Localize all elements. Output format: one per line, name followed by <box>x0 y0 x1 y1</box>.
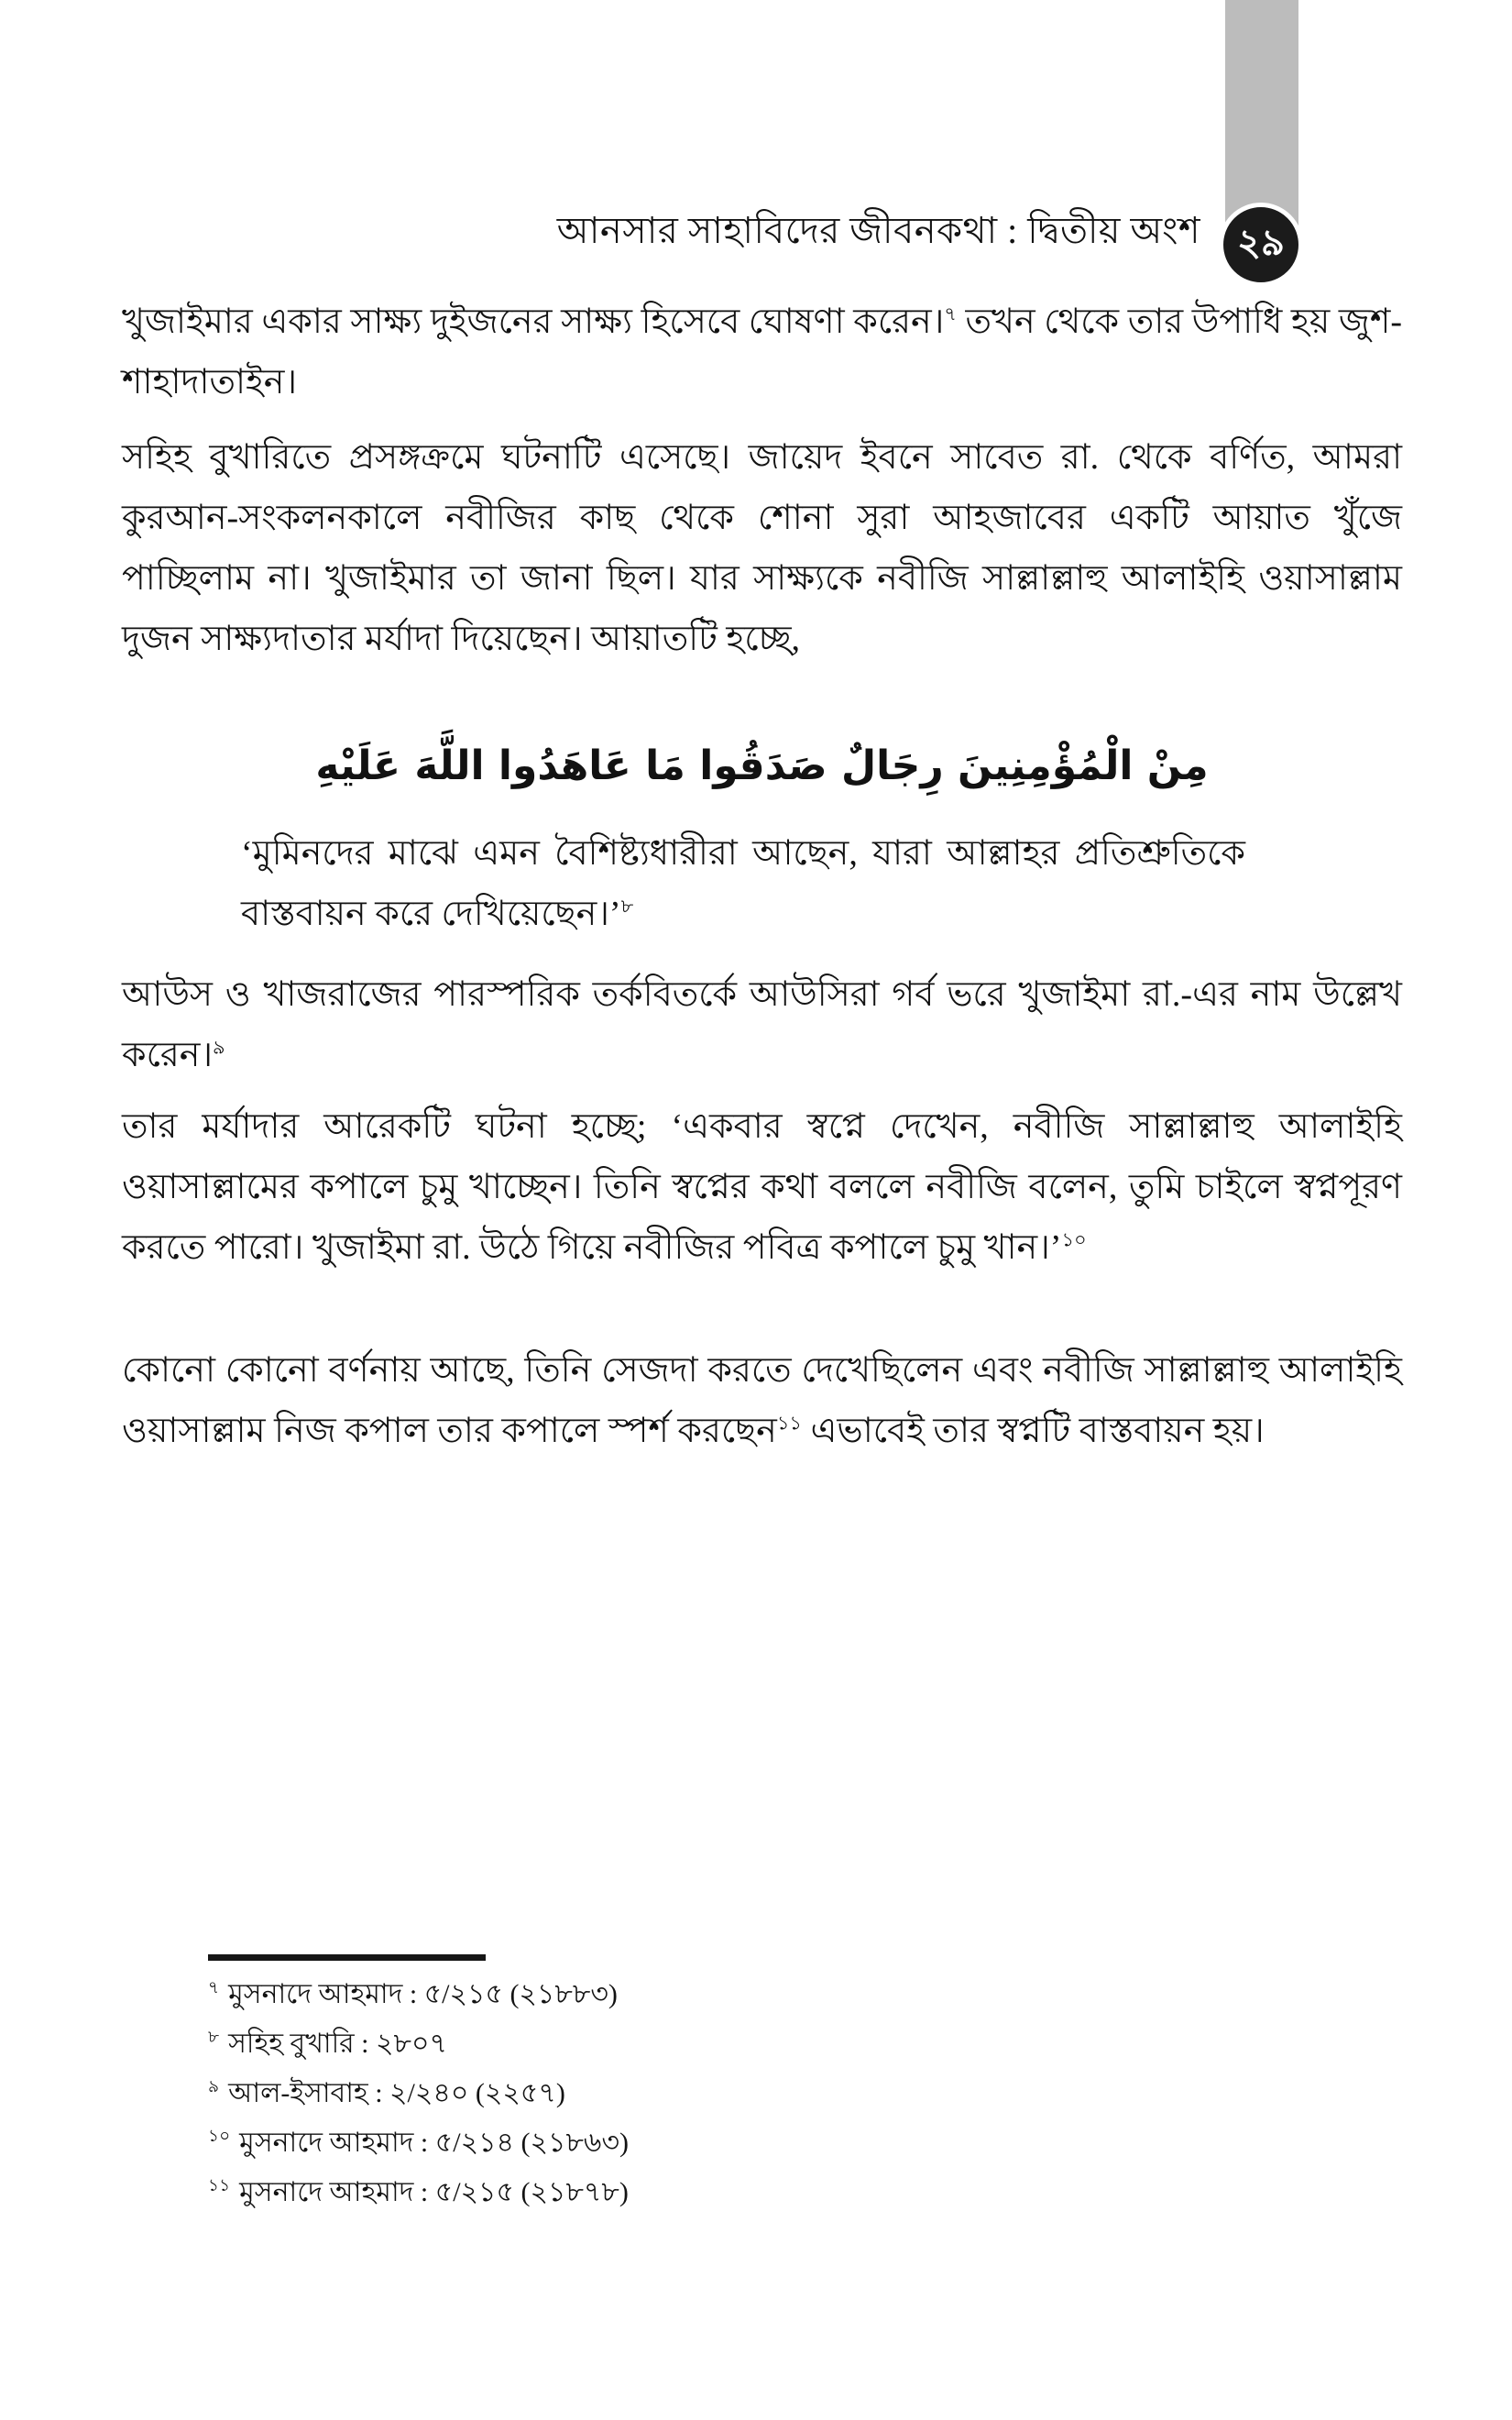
footnote-area <box>208 1954 1399 2217</box>
page-number: ২৯ <box>1237 222 1285 263</box>
footnote-item <box>208 2069 1399 2118</box>
footnote-text: মুসনাদে আহমাদ : ৫/২১৪ (২১৮৬৩) <box>239 2128 629 2158</box>
footnote-marker: ৮ <box>208 2028 220 2047</box>
footnote-reference: ১১ <box>776 1412 802 1435</box>
paragraph-text: সহিহ বুখারিতে প্রসঙ্গক্রমে ঘটনাটি এসেছে। জায়েদ ইবনে সাবেত রা. থেকে বর্ণিত, আমরা কুরআন-সংকলনকালে নবীজির কাছ থেকে শোনা সুরা আহজাবের একটি আয়াত খুঁজে পাচ্ছিলাম না। খুজাইমার তা জানা ছিল। যার সাক্ষ্যকে নবীজি সাল্লাল্লাহু আলাইহি ওয়াসাল্লাম দুজন সাক্ষ্যদাতার মর্যাদা দিয়েছেন। আয়াতটি হচ্ছে, <box>122 438 1402 658</box>
footnote-text: সহিহ বুখারি : ২৮০৭ <box>228 2029 448 2059</box>
quote-paragraph <box>241 823 1245 944</box>
footnote-item <box>208 1970 1399 2019</box>
page-number-badge <box>1219 203 1303 287</box>
footnote-text: মুসনাদে আহমাদ : ৫/২১৫ (২১৮৮৩) <box>228 1979 618 2009</box>
footnote-reference: ৭ <box>944 302 957 325</box>
body-paragraph <box>122 1340 1402 1461</box>
footnote-text: মুসনাদে আহমাদ : ৫/২১৫ (২১৮৭৮) <box>239 2177 629 2207</box>
footnote-item <box>208 2168 1399 2217</box>
footnote-item <box>208 2118 1399 2168</box>
paragraph-text: এভাবেই তার স্বপ্নটি বাস্তবায়ন হয়। <box>802 1412 1265 1450</box>
paragraph-text: مِنْ الْمُؤْمِنِينَ رِجَالٌ صَدَقُوا مَا عَاهَدُوا اللَّهَ عَلَيْهِ <box>315 742 1209 789</box>
footnote-text: আল-ইসাবাহ : ২/২৪০ (২২৫৭) <box>228 2078 565 2108</box>
footnote-marker: ৯ <box>208 2077 220 2096</box>
footnote-item <box>208 2019 1399 2069</box>
arabic-verse <box>122 729 1402 804</box>
footnote-marker: ৭ <box>208 1978 220 1997</box>
paragraph-text: খুজাইমার একার সাক্ষ্য দুইজনের সাক্ষ্য হিসেবে ঘোষণা করেন। <box>122 302 945 341</box>
footnote-list <box>208 1970 1399 2217</box>
body-paragraph <box>122 1096 1402 1278</box>
paragraph-text: তার মর্যাদার আরেকটি ঘটনা হচ্ছে; ‘একবার স্বপ্নে দেখেন, নবীজি সাল্লাল্লাহু আলাইহি ওয়াসাল্লামের কপালে চুমু খাচ্ছেন। তিনি স্বপ্নের কথা বললে নবীজি বলেন, তুমি চাইলে স্বপ্নপূরণ করতে পারো। খুজাইমা রা. উঠে গিয়ে নবীজির পবিত্র কপালে চুমু খান।’ <box>122 1107 1402 1267</box>
footnote-reference: ১০ <box>1061 1228 1087 1251</box>
body-paragraph <box>122 964 1402 1085</box>
footnote-reference: ৯ <box>213 1036 225 1059</box>
body-paragraph <box>122 427 1402 669</box>
paragraph-text: তখন থেকে তার উপাধি হয় জুশ-শাহাদাতাইন। <box>122 302 1402 402</box>
running-head-title: আনসার সাহাবিদের জীবনকথা : দ্বিতীয় অংশ <box>556 210 1200 251</box>
paragraph-text: ‘মুমিনদের মাঝে এমন বৈশিষ্ট্যধারীরা আছেন, যারা আল্লাহর প্রতিশ্রুতিকে বাস্তবায়ন করে দেখিয়েছেন।’ <box>241 834 1245 933</box>
paragraph-text: কোনো কোনো বর্ণনায় আছে, তিনি সেজদা করতে দেখেছিলেন এবং নবীজি সাল্লাল্লাহু আলাইহি ওয়াসাল্লাম নিজ কপাল তার কপালে স্পর্শ করছেন <box>122 1351 1402 1450</box>
footnote-marker: ১১ <box>208 2176 231 2195</box>
footnote-reference: ৮ <box>620 895 634 918</box>
paragraph-text: আউস ও খাজরাজের পারস্পরিক তর্কবিতর্কে আউসিরা গর্ব ভরে খুজাইমা রা.-এর নাম উল্লেখ করেন। <box>122 975 1402 1074</box>
body-paragraph <box>122 292 1402 412</box>
footnote-marker: ১০ <box>208 2127 231 2146</box>
footnote-separator <box>208 1954 486 1961</box>
